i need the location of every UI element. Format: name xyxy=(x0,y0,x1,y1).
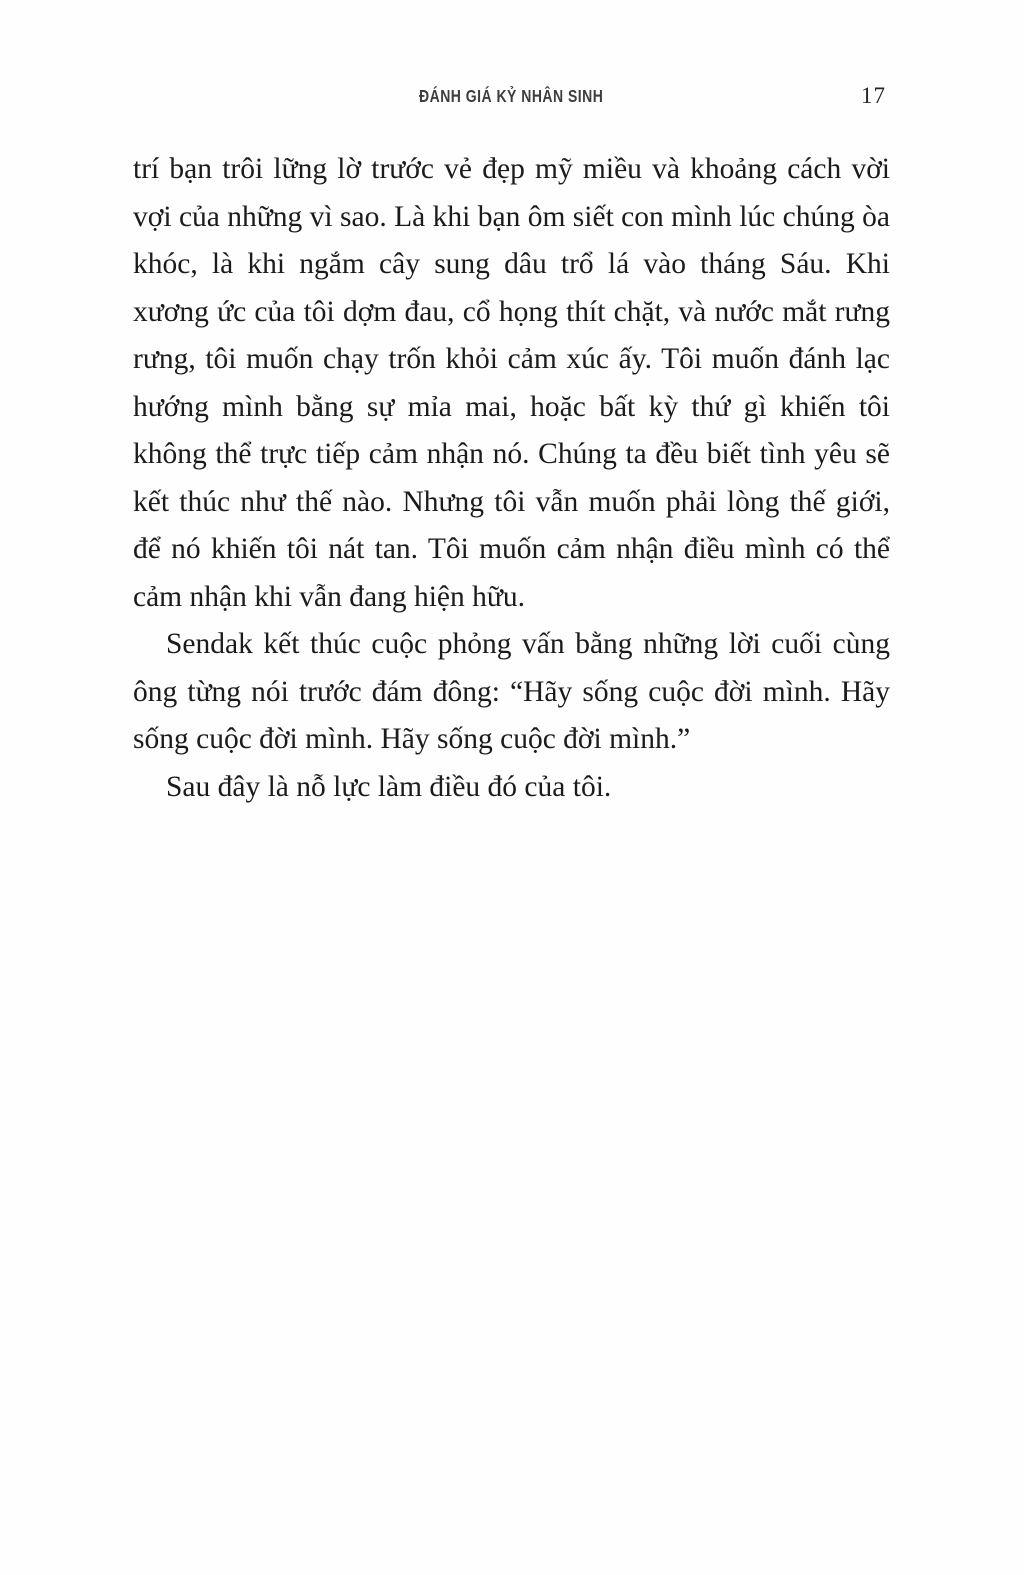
body-text xyxy=(133,146,890,811)
page-number: 17 xyxy=(861,83,886,108)
paragraph: Sendak kết thúc cuộc phỏng vấn bằng những lời cuối cùng ông từng nói trước đám đông: “Hãy sống cuộc đời mình. Hãy sống cuộc đời mình. Hãy sống cuộc đời mình.” xyxy=(133,628,890,755)
page-header xyxy=(133,83,890,116)
paragraph: Sau đây là nỗ lực làm điều đó của tôi. xyxy=(166,770,612,803)
paragraph: trí bạn trôi lững lờ trước vẻ đẹp mỹ miều và khoảng cách vời vợi của những vì sao. Là khi bạn ôm siết con mình lúc chúng òa khóc, là khi ngắm cây sung dâu trổ lá vào tháng Sáu. Khi xương ức của tôi dợm đau, cổ họng thít chặt, và nước mắt rưng rưng, tôi muốn chạy trốn khỏi cảm xúc ấy. Tôi muốn đánh lạc hướng mình bằng sự mỉa mai, hoặc bất kỳ thứ gì khiến tôi không thể trực tiếp cảm nhận nó. Chúng ta đều biết tình yêu sẽ kết thúc như thế nào. Nhưng tôi vẫn muốn phải lòng thế giới, để nó khiến tôi nát tan. Tôi muốn cảm nhận điều mình có thể cảm nhận khi vẫn đang hiện hữu. xyxy=(133,153,890,613)
running-head-title: ĐÁNH GIÁ KỶ NHÂN SINH xyxy=(419,86,604,106)
